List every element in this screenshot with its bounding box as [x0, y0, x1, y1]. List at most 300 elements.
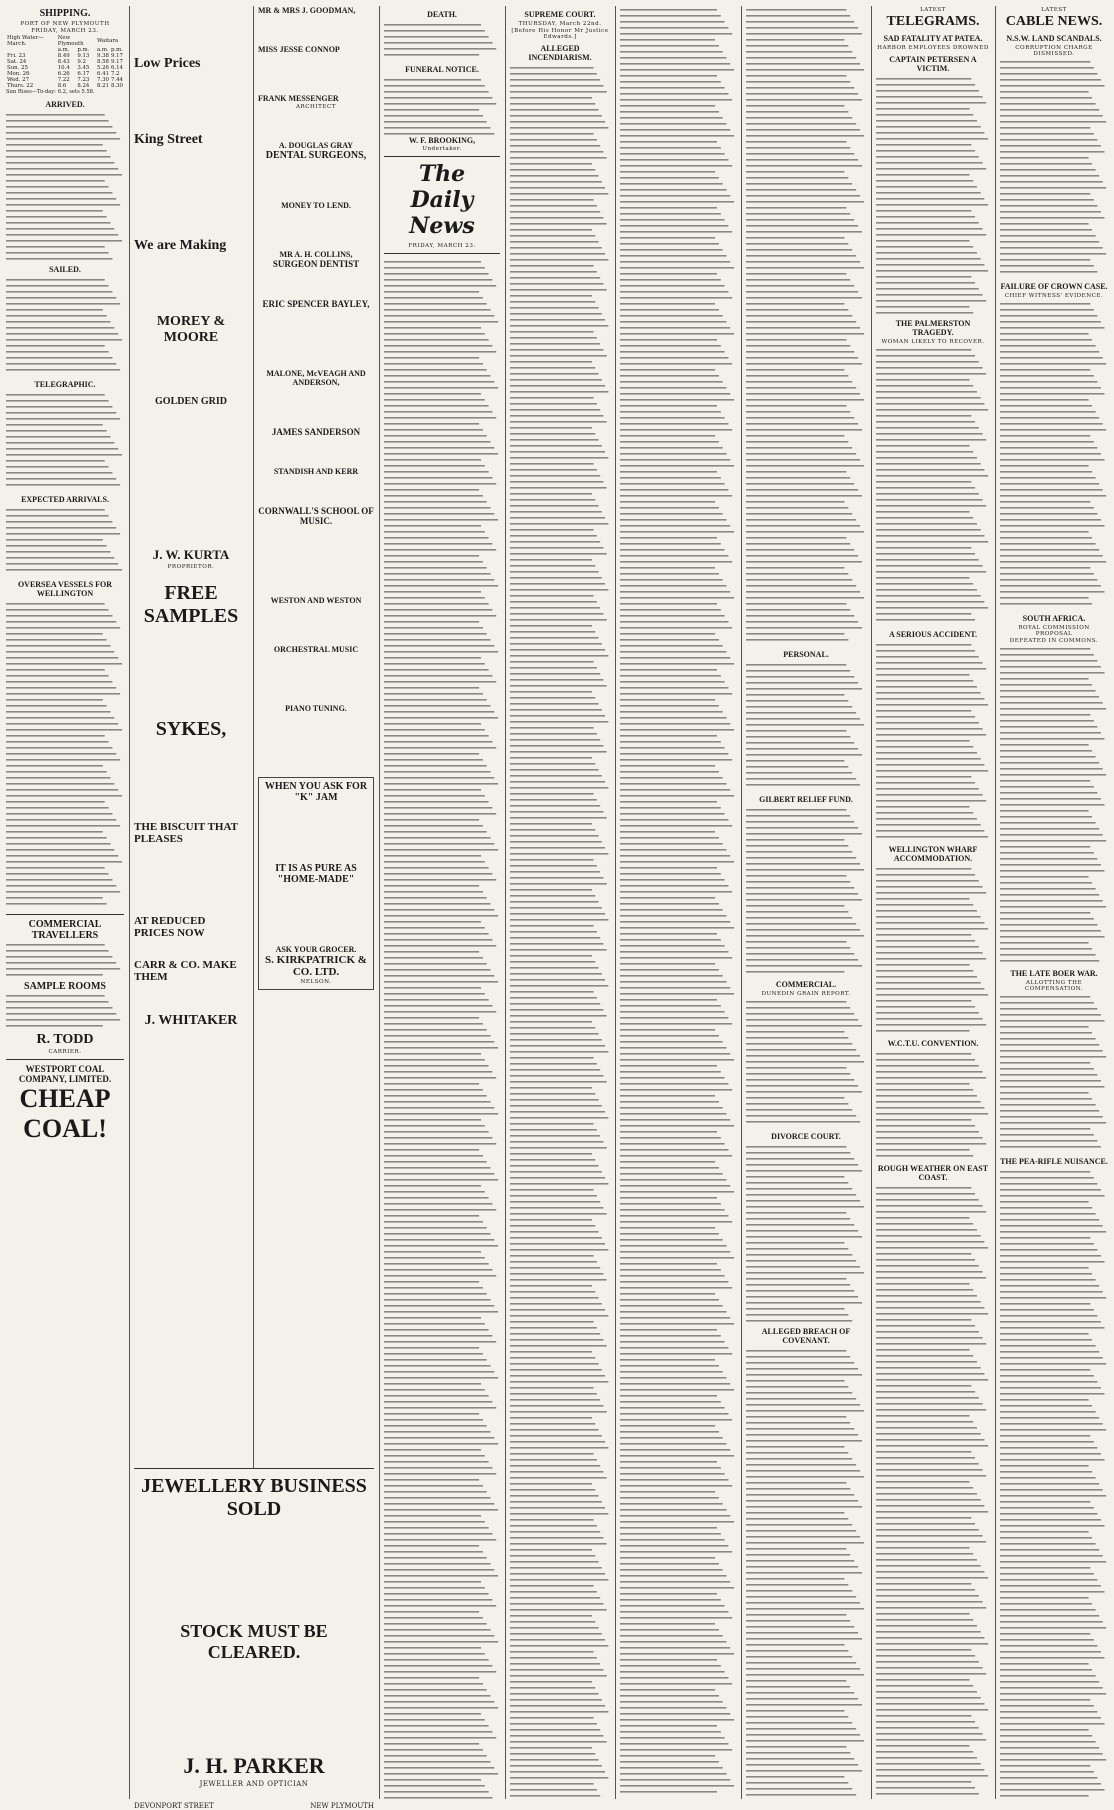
text-line — [6, 442, 114, 444]
text-line — [384, 483, 496, 485]
text-line — [876, 728, 983, 730]
text-line — [620, 423, 728, 425]
text-line — [620, 783, 727, 785]
palmerston-heading: THE PALMERSTON TRAGEDY. — [895, 319, 971, 337]
text-line — [620, 1581, 730, 1583]
text-line — [1000, 1495, 1106, 1497]
text-line — [1000, 1489, 1103, 1491]
text-line — [1000, 1723, 1104, 1725]
text-line — [746, 549, 854, 551]
text-line — [876, 162, 983, 164]
text-line — [1000, 1405, 1092, 1407]
text-line — [384, 1251, 481, 1253]
text-line — [510, 1111, 605, 1113]
text-line — [620, 1419, 732, 1421]
text-line — [746, 1200, 860, 1202]
text-line — [1000, 375, 1094, 377]
text-line — [876, 1607, 986, 1609]
text-line — [746, 1061, 864, 1063]
text-line — [620, 1635, 723, 1637]
text-line — [6, 956, 112, 958]
text-line — [746, 1656, 852, 1658]
text-line — [746, 1314, 848, 1316]
text-line — [620, 1311, 727, 1313]
text-line — [510, 1525, 597, 1527]
text-line — [510, 1597, 600, 1599]
text-line — [510, 1609, 607, 1611]
text-line — [510, 103, 595, 105]
text-line — [510, 379, 602, 381]
text-line — [6, 813, 112, 815]
text-line — [6, 120, 109, 122]
text-line — [510, 73, 597, 75]
text-line — [510, 733, 597, 735]
stock-heading: STOCK MUST BE CLEARED. — [180, 1621, 328, 1662]
text-line — [6, 950, 109, 952]
text-line — [620, 603, 717, 605]
text-line — [620, 1341, 725, 1343]
text-line — [620, 1011, 725, 1013]
text-line — [746, 1356, 850, 1358]
text-line — [620, 627, 732, 629]
text-line — [1000, 924, 1097, 926]
text-line — [620, 837, 719, 839]
text-line — [384, 765, 487, 767]
text-line — [620, 1377, 727, 1379]
text-line — [746, 591, 860, 593]
text-line — [746, 615, 854, 617]
text-line — [510, 1759, 599, 1761]
text-line — [620, 735, 717, 737]
text-line — [746, 87, 854, 89]
text-line — [876, 174, 969, 176]
text-line — [876, 1397, 979, 1399]
text-line — [746, 1440, 862, 1442]
text-line — [384, 891, 483, 893]
text-line — [510, 1207, 603, 1209]
text-line — [1000, 1213, 1096, 1215]
text-line — [1000, 654, 1094, 656]
text-line — [384, 531, 485, 533]
text-line — [510, 337, 597, 339]
text-line — [876, 1077, 986, 1079]
text-line — [510, 1027, 595, 1029]
text-line — [876, 800, 986, 802]
text-line — [1000, 121, 1106, 123]
text-line — [1000, 1681, 1099, 1683]
text-line — [1000, 744, 1089, 746]
text-line — [6, 569, 122, 571]
text-line — [876, 1307, 984, 1309]
column-body-text — [620, 6, 736, 1795]
text-line — [746, 1001, 846, 1003]
text-line — [510, 1189, 594, 1191]
text-line — [620, 489, 728, 491]
text-line — [6, 246, 105, 248]
text-line — [1000, 768, 1103, 770]
text-line — [876, 650, 975, 652]
text-line — [510, 169, 595, 171]
text-line — [6, 974, 103, 976]
text-line — [6, 234, 118, 236]
table-row: Sun. 25 10.4 3.45 5.26 6.14 — [7, 65, 123, 71]
text-line — [510, 277, 600, 279]
text-line — [6, 216, 107, 218]
text-line — [620, 1071, 721, 1073]
text-line — [384, 711, 494, 713]
text-line — [876, 1343, 986, 1345]
text-line — [384, 315, 494, 317]
text-line — [384, 1581, 481, 1583]
text-line — [746, 201, 864, 203]
text-line — [876, 361, 979, 363]
text-line — [6, 1025, 103, 1027]
text-line — [6, 321, 110, 323]
text-line — [746, 267, 864, 269]
text-line — [1000, 139, 1097, 141]
text-line — [6, 885, 116, 887]
samples-heading: SAMPLES — [143, 605, 239, 627]
text-line — [6, 651, 114, 653]
text-line — [6, 369, 120, 371]
text-line — [384, 837, 491, 839]
text-line — [6, 633, 103, 635]
jewellery-heading: JEWELLERY BUSINESS SOLD — [141, 1475, 367, 1520]
text-line — [1000, 1375, 1094, 1377]
text-line — [510, 409, 600, 411]
text-line — [510, 1447, 608, 1449]
text-line — [384, 42, 492, 44]
text-line — [384, 30, 485, 32]
text-line — [6, 879, 112, 881]
text-line — [1000, 1651, 1101, 1653]
text-line — [1000, 1591, 1104, 1593]
text-line — [1000, 1711, 1097, 1713]
text-line — [876, 1113, 988, 1115]
text-line — [746, 1320, 852, 1322]
text-line — [6, 418, 120, 420]
text-line — [876, 916, 981, 918]
text-line — [876, 138, 988, 140]
text-line — [746, 63, 860, 65]
text-line — [746, 513, 852, 515]
text-line — [746, 1650, 848, 1652]
text-line — [746, 676, 854, 678]
text-line — [746, 249, 852, 251]
text-line — [620, 447, 723, 449]
text-line — [1000, 399, 1089, 401]
text-line — [384, 103, 496, 105]
text-line — [1000, 91, 1089, 93]
text-line — [510, 715, 605, 717]
text-line — [746, 1776, 844, 1778]
text-line — [510, 1177, 605, 1179]
text-line — [384, 867, 489, 869]
text-line — [746, 1506, 862, 1508]
text-line — [746, 471, 846, 473]
text-line — [620, 249, 723, 251]
text-line — [1000, 109, 1099, 111]
text-line — [746, 1308, 844, 1310]
text-line — [6, 285, 109, 287]
text-line — [746, 1242, 844, 1244]
column-local — [742, 6, 870, 1799]
text-line — [620, 693, 732, 695]
chief-sub: CHIEF WITNESS' EVIDENCE. — [1004, 293, 1104, 299]
text-line — [384, 909, 494, 911]
text-line — [876, 892, 986, 894]
text-line — [384, 753, 479, 755]
text-line — [510, 1549, 592, 1551]
text-line — [746, 1218, 850, 1220]
text-line — [876, 964, 969, 966]
text-line — [620, 1077, 725, 1079]
text-line — [876, 1313, 988, 1315]
text-line — [620, 87, 725, 89]
text-line — [384, 507, 491, 509]
text-line — [746, 1103, 848, 1105]
text-line — [620, 495, 732, 497]
text-line — [1000, 175, 1099, 177]
text-line — [746, 1482, 846, 1484]
text-line — [510, 1039, 602, 1041]
text-line — [384, 1791, 489, 1793]
text-line — [510, 121, 605, 123]
text-line — [620, 549, 725, 551]
text-line — [510, 211, 600, 213]
text-line — [876, 770, 988, 772]
text-line — [746, 411, 850, 413]
text-line — [384, 309, 491, 311]
text-line — [384, 1005, 492, 1007]
text-line — [384, 1575, 498, 1577]
text-line — [746, 1212, 846, 1214]
text-line — [1000, 1393, 1104, 1395]
text-line — [876, 1101, 981, 1103]
text-line — [620, 705, 719, 707]
text-line — [510, 799, 597, 801]
cornwall: CORNWALL'S SCHOOL OF MUSIC. — [258, 506, 374, 526]
text-line — [620, 801, 717, 803]
text-line — [620, 1563, 719, 1565]
text-line — [1000, 73, 1097, 75]
text-line — [384, 1623, 487, 1625]
text-line — [620, 1737, 725, 1739]
cable-heading: CABLE NEWS. — [1005, 14, 1103, 29]
text-line — [510, 649, 605, 651]
telegrams-heading: TELEGRAMS. — [886, 14, 980, 29]
text-line — [620, 1329, 717, 1331]
text-line — [6, 777, 110, 779]
text-line — [620, 909, 723, 911]
text-line — [746, 603, 846, 605]
text-line — [384, 597, 485, 599]
text-line — [510, 1135, 600, 1137]
text-line — [620, 1317, 730, 1319]
text-line — [876, 1143, 986, 1145]
text-line — [1000, 115, 1103, 117]
text-line — [510, 391, 608, 393]
text-line — [620, 39, 715, 41]
text-line — [384, 687, 479, 689]
body-text-lines — [384, 76, 500, 136]
text-line — [384, 795, 485, 797]
text-line — [620, 327, 730, 329]
text-line — [510, 1045, 605, 1047]
text-line — [746, 297, 862, 299]
text-line — [746, 1788, 852, 1790]
text-line — [876, 1427, 977, 1429]
text-line — [384, 345, 492, 347]
text-line — [620, 1689, 715, 1691]
text-line — [1000, 417, 1099, 419]
text-line — [6, 279, 105, 281]
text-line — [746, 1608, 864, 1610]
text-line — [1000, 900, 1103, 902]
text-line — [510, 1069, 600, 1071]
text-line — [6, 156, 110, 158]
text-line — [384, 85, 485, 87]
text-line — [876, 1793, 979, 1795]
text-line — [6, 168, 118, 170]
text-line — [1000, 1279, 1096, 1281]
text-line — [510, 955, 592, 957]
text-line — [746, 543, 850, 545]
text-line — [510, 1255, 594, 1257]
text-line — [876, 1205, 983, 1207]
text-line — [510, 1051, 608, 1053]
text-line — [384, 777, 494, 779]
text-line — [510, 1561, 599, 1563]
text-line — [746, 965, 862, 967]
body-text-lines — [1000, 645, 1108, 965]
text-line — [876, 228, 983, 230]
text-line — [1000, 1303, 1090, 1305]
text-line — [510, 661, 594, 663]
text-line — [510, 415, 603, 417]
text-line — [876, 1253, 971, 1255]
text-line — [510, 1483, 592, 1485]
malone: MALONE, McVEAGH AND ANDERSON, — [266, 369, 366, 387]
text-line — [876, 535, 984, 537]
text-line — [6, 551, 110, 553]
text-line — [6, 747, 112, 749]
text-line — [1000, 531, 1089, 533]
text-line — [746, 1416, 846, 1418]
text-line — [620, 921, 730, 923]
text-line — [620, 723, 730, 725]
text-line — [6, 563, 118, 565]
body-text-lines — [876, 1050, 990, 1160]
text-line — [1000, 363, 1106, 365]
text-line — [620, 621, 728, 623]
text-line — [1000, 229, 1092, 231]
text-line — [620, 183, 723, 185]
text-line — [384, 1485, 483, 1487]
text-line — [510, 283, 603, 285]
text-line — [510, 517, 605, 519]
text-line — [1000, 1333, 1089, 1335]
text-line — [1000, 79, 1101, 81]
text-line — [620, 663, 734, 665]
text-line — [510, 241, 599, 243]
text-line — [876, 1006, 975, 1008]
text-line — [6, 861, 122, 863]
text-line — [6, 515, 109, 517]
text-line — [384, 333, 485, 335]
text-line — [510, 439, 599, 441]
text-line — [876, 752, 977, 754]
text-line — [6, 150, 107, 152]
text-line — [6, 873, 109, 875]
text-line — [384, 681, 496, 683]
text-line — [746, 742, 854, 744]
text-line — [510, 1657, 597, 1659]
text-line — [510, 85, 603, 87]
text-line — [620, 429, 732, 431]
text-line — [620, 999, 717, 1001]
text-line — [1000, 1717, 1101, 1719]
text-line — [876, 294, 983, 296]
text-line — [1000, 1789, 1104, 1791]
text-line — [1000, 660, 1097, 662]
text-line — [1000, 145, 1101, 147]
text-line — [876, 78, 971, 80]
text-line — [1000, 738, 1104, 740]
text-line — [384, 1431, 491, 1433]
text-line — [510, 1729, 600, 1731]
text-line — [746, 177, 848, 179]
text-line — [6, 783, 114, 785]
text-line — [746, 363, 862, 365]
text-line — [384, 109, 479, 111]
text-line — [510, 1789, 597, 1791]
text-line — [620, 57, 727, 59]
text-line — [6, 509, 105, 511]
column-body-text — [510, 64, 610, 1797]
boer-heading: THE LATE BOER WAR. — [1010, 969, 1098, 978]
text-line — [620, 255, 727, 257]
text-line — [1000, 507, 1094, 509]
text-line — [746, 1194, 856, 1196]
text-line — [510, 1285, 592, 1287]
text-line — [6, 430, 107, 432]
text-line — [620, 9, 717, 11]
text-line — [384, 933, 489, 935]
text-line — [510, 787, 608, 789]
text-line — [510, 1063, 597, 1065]
text-line — [620, 1029, 715, 1031]
text-line — [620, 1101, 719, 1103]
text-line — [510, 445, 602, 447]
text-line — [510, 193, 608, 195]
text-line — [746, 537, 846, 539]
text-line — [746, 929, 860, 931]
text-line — [620, 1131, 717, 1133]
text-line — [510, 109, 599, 111]
text-line — [1000, 648, 1090, 650]
text-line — [620, 1167, 719, 1169]
text-line — [620, 483, 725, 485]
text-line — [384, 447, 494, 449]
text-line — [746, 1752, 850, 1754]
sailed-heading: SAILED. — [49, 264, 81, 274]
text-line — [510, 1315, 608, 1317]
text-line — [6, 1019, 120, 1021]
text-line — [1000, 1237, 1090, 1239]
text-line — [384, 987, 481, 989]
text-line — [384, 1155, 483, 1157]
